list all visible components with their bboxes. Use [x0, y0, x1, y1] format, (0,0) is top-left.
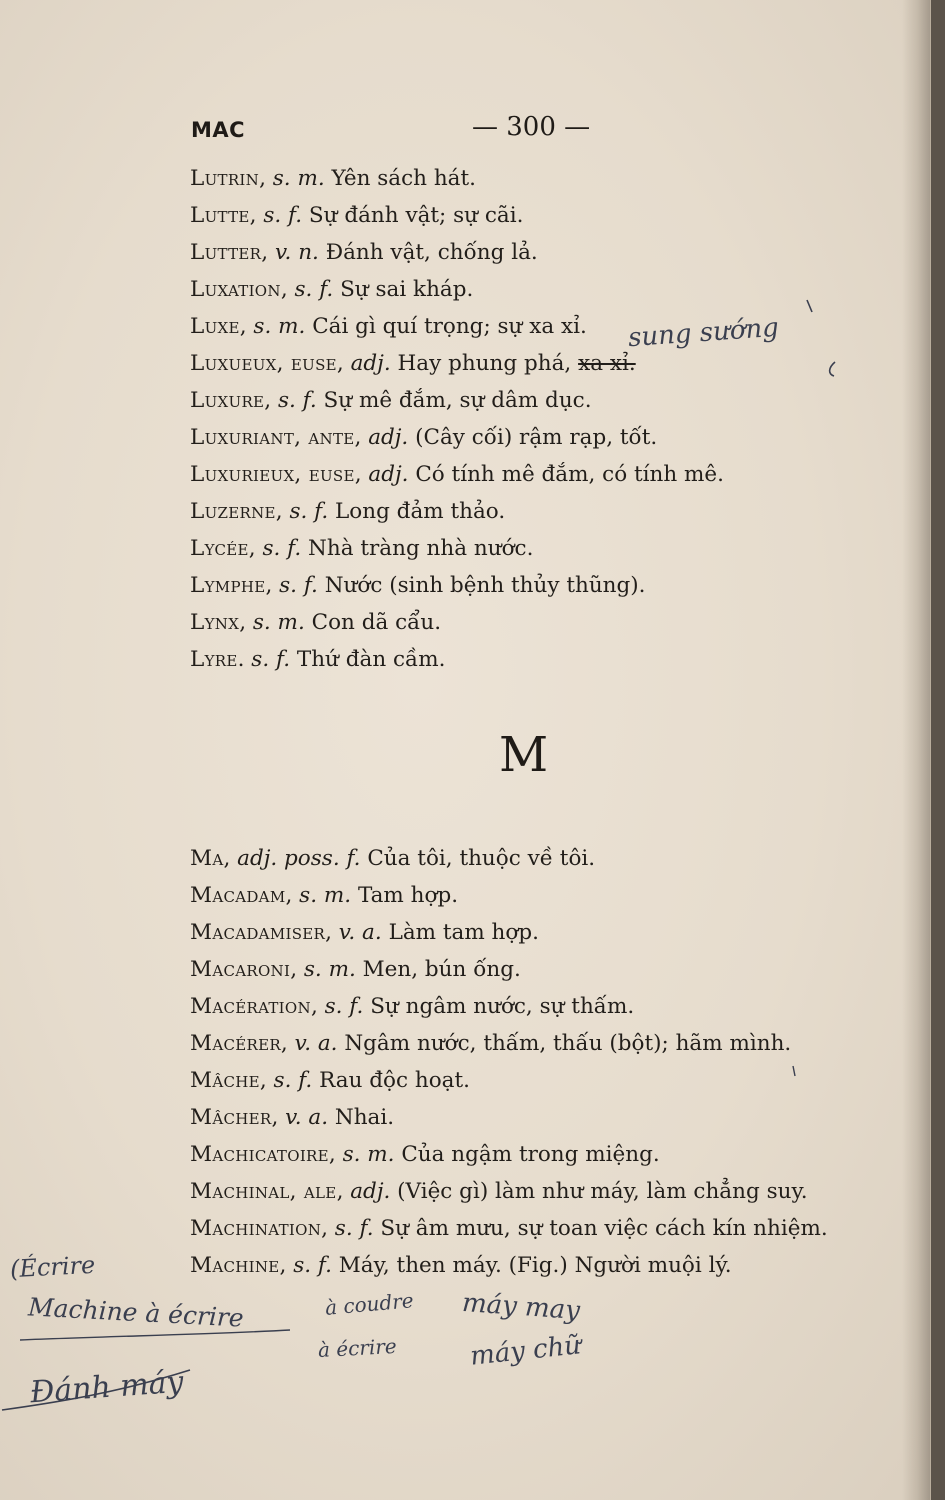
entry-headword: Lycée: [190, 536, 249, 561]
dictionary-entry: Luxurieux, euse, adj. Có tính mê đắm, có tính mê.: [190, 462, 724, 487]
entry-grammar: s. f.: [277, 388, 317, 413]
entry-grammar: s. f.: [294, 277, 334, 302]
entry-headword: Mâcher: [190, 1105, 272, 1130]
dictionary-entry: Macérer, v. a. Ngâm nước, thấm, thấu (bột); hãm mình.: [190, 1031, 792, 1056]
entry-definition: Sự âm mưu, sự toan việc cách kín nhiệm.: [380, 1216, 828, 1241]
entry-definition: Nước (sinh bệnh thủy thũng).: [324, 573, 646, 598]
entry-headword: Lutter: [190, 240, 262, 265]
section-letter: M: [499, 727, 549, 783]
handwritten-may-may: máy may: [461, 1287, 581, 1327]
entry-grammar: s. f.: [293, 1253, 332, 1278]
entry-headword: Machination: [190, 1216, 322, 1241]
entry-headword: Macérer: [190, 1031, 281, 1056]
entry-definition: Của ngậm trong miệng.: [401, 1142, 660, 1167]
dictionary-entry: Mâche, s. f. Rau độc hoạt.: [190, 1068, 470, 1093]
entry-grammar: s. f.: [324, 994, 364, 1019]
entry-definition: Sự đánh vật; sự cãi.: [308, 203, 524, 228]
ink-tick-mark: [793, 1066, 795, 1076]
entry-headword: Luxure: [190, 388, 265, 413]
entry-headword: Machicatoire: [190, 1142, 329, 1167]
entry-headword: Luxueux, euse: [190, 351, 337, 376]
entry-headword: Machinal, ale: [190, 1179, 337, 1204]
entry-definition: Máy, then máy. (Fig.) Người muội lý.: [338, 1253, 732, 1278]
dictionary-entry: Luxation, s. f. Sự sai kháp.: [190, 277, 474, 302]
handwritten-a-coudre: à coudre: [324, 1288, 415, 1320]
dictionary-entry: Machicatoire, s. m. Của ngậm trong miệng.: [190, 1142, 660, 1167]
entry-grammar: s. f.: [263, 203, 303, 228]
entry-grammar: s. m.: [253, 314, 306, 339]
entry-grammar: adj. poss. f.: [237, 846, 361, 871]
entry-definition: Cái gì quí trọng; sự xa xỉ.: [312, 314, 587, 339]
handwritten-sung-suong: sung sướng: [627, 312, 780, 354]
entry-headword: Mâche: [190, 1068, 260, 1093]
entry-definition: Con dã cẩu.: [311, 610, 442, 635]
entry-definition: (Cây cối) rậm rạp, tốt.: [415, 425, 658, 450]
entry-definition: (Việc gì) làm như máy, làm chẳng suy.: [397, 1179, 808, 1204]
dictionary-entry: Lynx, s. m. Con dã cẩu.: [190, 610, 442, 635]
entry-definition: Hay phung phá,: [397, 351, 572, 376]
handwritten-machine-a-ecrire: Machine à écrire: [27, 1292, 245, 1333]
ink-underline-danh-may: [2, 1370, 190, 1410]
entry-headword: Luxurieux, euse: [190, 462, 355, 487]
entry-grammar: adj.: [350, 351, 391, 376]
dictionary-entry: Lutte, s. f. Sự đánh vật; sự cãi.: [190, 203, 524, 228]
entry-definition: Nhà tràng nhà nước.: [308, 536, 534, 561]
dictionary-entry: Macadamiser, v. a. Làm tam hợp.: [190, 920, 539, 945]
entry-headword: Luxation: [190, 277, 281, 302]
dictionary-entry: Ma, adj. poss. f. Của tôi, thuộc về tôi.: [190, 846, 596, 871]
dictionary-entry: Luxuriant, ante, adj. (Cây cối) rậm rạp, tốt.: [190, 425, 658, 450]
dictionary-entry: Luxe, s. m. Cái gì quí trọng; sự xa xỉ.: [190, 314, 587, 339]
dictionary-entry: Luzerne, s. f. Long đảm thảo.: [190, 499, 506, 524]
entry-headword: Lutte: [190, 203, 250, 228]
struck-text: xa xỉ.: [578, 351, 636, 376]
entry-grammar: s. f.: [273, 1068, 313, 1093]
entry-definition: Ngâm nước, thấm, thấu (bột); hãm mình.: [344, 1031, 792, 1056]
dictionary-entry: Lutrin, s. m. Yên sách hát.: [190, 166, 476, 191]
entry-grammar: s. m.: [342, 1142, 395, 1167]
entry-definition: Sự ngâm nước, sự thấm.: [370, 994, 635, 1019]
entry-grammar: s. f.: [289, 499, 329, 524]
entry-grammar: s. f.: [262, 536, 302, 561]
entry-definition: Tam hợp.: [357, 883, 459, 908]
entry-headword: Macadamiser: [190, 920, 326, 945]
dictionary-entry: Macadam, s. m. Tam hợp.: [190, 883, 459, 908]
entry-headword: Lyre: [190, 647, 238, 672]
entry-definition: Của tôi, thuộc về tôi.: [367, 846, 596, 871]
entry-definition: Yên sách hát.: [331, 166, 476, 191]
page-number: — 300 —: [472, 112, 591, 142]
running-head: MAC: [191, 118, 246, 142]
handwritten-danh-may: Đánh máy: [28, 1364, 185, 1411]
entry-definition: Đánh vật, chống lả.: [325, 240, 538, 265]
dictionary-entry: Lycée, s. f. Nhà tràng nhà nước.: [190, 536, 534, 561]
entry-headword: Macaroni: [190, 957, 291, 982]
dictionary-entry: Luxure, s. f. Sự mê đắm, sự dâm dục.: [190, 388, 592, 413]
entry-grammar: adj.: [368, 462, 409, 487]
entry-headword: Ma: [190, 846, 224, 871]
dictionary-entry: Lyre. s. f. Thứ đàn cầm.: [190, 647, 446, 672]
dictionary-entry: Lutter, v. n. Đánh vật, chống lả.: [190, 240, 538, 265]
entry-definition: Có tính mê đắm, có tính mê.: [415, 462, 724, 487]
dictionary-entry: Macaroni, s. m. Men, bún ống.: [190, 957, 521, 982]
dictionary-entry: Lymphe, s. f. Nước (sinh bệnh thủy thũng).: [190, 573, 646, 598]
entry-definition: Làm tam hợp.: [388, 920, 539, 945]
entry-headword: Macadam: [190, 883, 286, 908]
entry-headword: Machine: [190, 1253, 280, 1278]
entry-headword: Luxuriant, ante: [190, 425, 355, 450]
entry-definition: Sự mê đắm, sự dâm dục.: [323, 388, 592, 413]
entry-headword: Lynx: [190, 610, 240, 635]
entry-grammar: adj.: [350, 1179, 391, 1204]
entry-headword: Luzerne: [190, 499, 276, 524]
entry-grammar: s. m.: [303, 957, 356, 982]
entry-headword: Luxe: [190, 314, 240, 339]
entry-grammar: s. f.: [334, 1216, 374, 1241]
entry-grammar: s. f.: [251, 647, 291, 672]
dictionary-entry: Luxueux, euse, adj. Hay phung phá, xa xỉ.: [190, 351, 636, 376]
handwritten-may-chu: máy chữ: [468, 1330, 583, 1372]
handwritten-ecrire: (Écrire: [9, 1250, 96, 1284]
dictionary-entry: Machinal, ale, adj. (Việc gì) làm như máy, làm chẳng suy.: [190, 1179, 808, 1204]
entry-definition: Nhai.: [334, 1105, 395, 1130]
entry-headword: Lutrin: [190, 166, 260, 191]
entry-grammar: s. m.: [272, 166, 325, 191]
dictionary-entry: Macération, s. f. Sự ngâm nước, sự thấm.: [190, 994, 635, 1019]
entry-grammar: v. a.: [338, 920, 382, 945]
entry-grammar: v. a.: [294, 1031, 338, 1056]
handwritten-a-ecrire: à écrire: [317, 1333, 398, 1363]
entry-grammar: s. m.: [252, 610, 305, 635]
entry-definition: Men, bún ống.: [362, 957, 521, 982]
dictionary-entry: Machination, s. f. Sự âm mưu, sự toan việc cách kín nhiệm.: [190, 1216, 828, 1241]
entry-definition: Long đảm thảo.: [335, 499, 506, 524]
dictionary-entry: Mâcher, v. a. Nhai.: [190, 1105, 395, 1130]
entry-headword: Lymphe: [190, 573, 266, 598]
entry-grammar: v. n.: [274, 240, 319, 265]
ink-underline-machine: [20, 1330, 290, 1340]
entry-headword: Macération: [190, 994, 311, 1019]
entry-grammar: adj.: [368, 425, 409, 450]
entry-definition: Thứ đàn cầm.: [296, 647, 446, 672]
entry-definition: Sự sai kháp.: [340, 277, 474, 302]
entry-definition: Rau độc hoạt.: [319, 1068, 470, 1093]
ink-bracket-mark: [830, 362, 835, 376]
ink-accent-mark: [807, 300, 812, 312]
entry-grammar: v. a.: [285, 1105, 329, 1130]
entry-grammar: s. f.: [279, 573, 318, 598]
entry-grammar: s. m.: [299, 883, 352, 908]
dictionary-entry: Machine, s. f. Máy, then máy. (Fig.) Người muội lý.: [190, 1253, 732, 1278]
